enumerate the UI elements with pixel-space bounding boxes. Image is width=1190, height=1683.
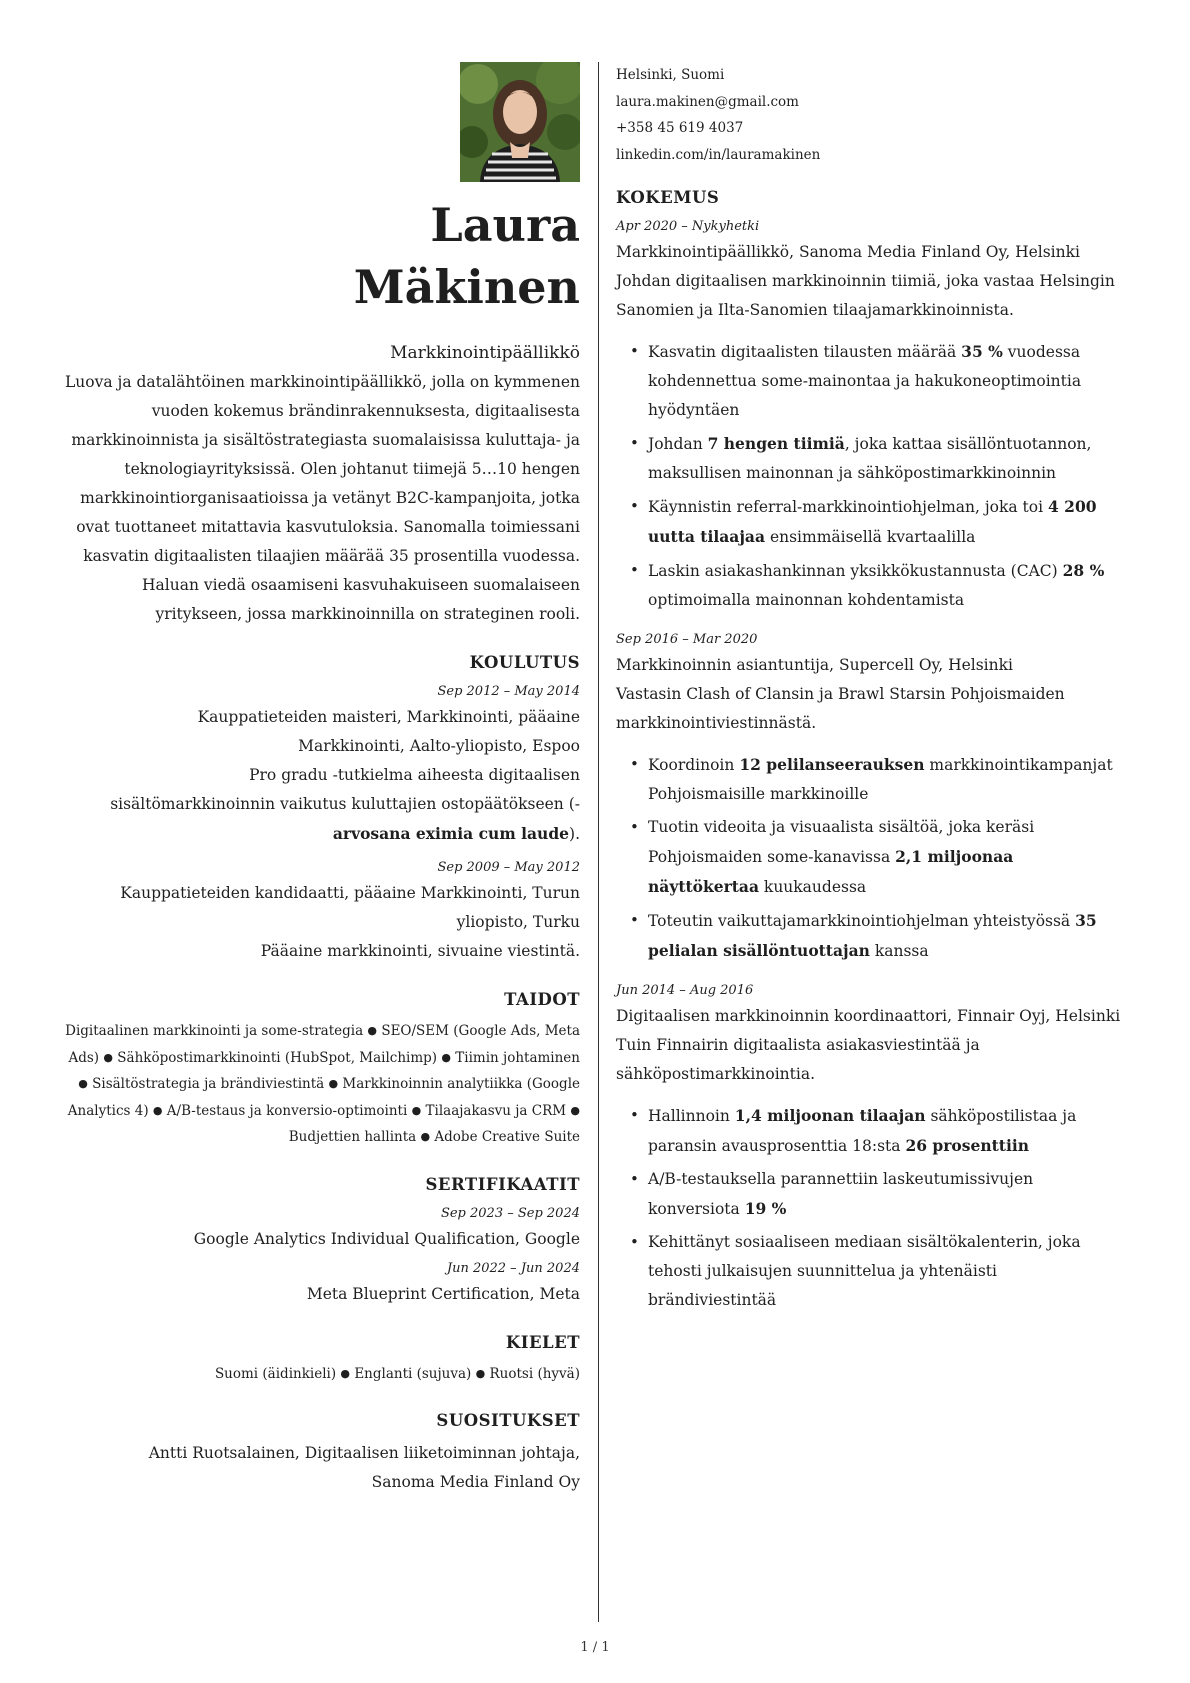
reference-line: Sanoma Media Finland Oy bbox=[371, 1473, 580, 1491]
right-column bbox=[616, 62, 1126, 1329]
education-school: yliopisto, Turku bbox=[456, 913, 580, 931]
achievement-text: Kasvatin digitaalisten tilausten määrää bbox=[648, 343, 962, 361]
page-number: 1 / 1 bbox=[580, 1640, 610, 1655]
achievement-text: Hallinnoin bbox=[648, 1107, 735, 1125]
education-date: Sep 2009 – May 2012 bbox=[437, 860, 580, 875]
achievement-text: kuukaudessa bbox=[759, 878, 867, 896]
education-heading: KOULUTUS bbox=[469, 653, 580, 672]
skill-item: Adobe Creative Suite bbox=[434, 1129, 580, 1145]
achievement-highlight: 35 % bbox=[961, 342, 1003, 361]
first-name: Laura bbox=[430, 198, 580, 252]
language-item: Ruotsi (hyvä) bbox=[489, 1365, 580, 1382]
bullet-separator-icon: ● bbox=[78, 1077, 88, 1090]
skill-item: Budjettien hallinta bbox=[288, 1129, 417, 1145]
achievement-item bbox=[616, 813, 1126, 902]
language-item: Suomi (äidinkieli) bbox=[214, 1365, 337, 1382]
achievement-text: , joka kattaa sisällöntuotannon, maksullisen mainonnan ja sähköpostimarkkinoinnin bbox=[648, 435, 1092, 482]
achievement-text: Kehittänyt sosiaaliseen mediaan sisältökalenterin, joka tehosti julkaisujen suunnittelua ja yhtenäisti brändiviestintää bbox=[648, 1233, 1081, 1309]
profile-photo-illustration bbox=[460, 62, 580, 182]
language-item: Englanti (sujuva) bbox=[354, 1365, 472, 1382]
achievement-text: sähköpostilistaa ja paransin avausprosenttia 18:sta bbox=[648, 1107, 1077, 1155]
bullet-separator-icon: ● bbox=[328, 1077, 339, 1090]
achievement-item bbox=[616, 1101, 1126, 1161]
education-grade: arvosana eximia cum laude bbox=[332, 824, 570, 843]
job-date: Apr 2020 – Nykyhetki bbox=[616, 219, 760, 234]
education-degree: Kauppatieteiden kandidaatti, pääaine Markkinointi, Turun bbox=[120, 884, 580, 902]
achievement-item bbox=[616, 906, 1126, 966]
certificate-name: Google Analytics Individual Qualification, Google bbox=[193, 1229, 580, 1248]
contact-phone[interactable]: +358 45 619 4037 bbox=[616, 120, 744, 136]
achievement-highlight: 26 prosenttiin bbox=[905, 1136, 1029, 1155]
bullet-separator-icon: ● bbox=[152, 1103, 163, 1117]
bullet-separator-icon: ● bbox=[103, 1050, 113, 1064]
last-name: Mäkinen bbox=[353, 260, 580, 314]
certificates-heading: SERTIFIKAATIT bbox=[425, 1174, 580, 1194]
achievement-text: Tuotin videoita ja visuaalista sisältöä, joka keräsi Pohjoismaiden some-kanavissa bbox=[648, 818, 1035, 866]
achievement-item bbox=[616, 1228, 1126, 1315]
achievement-highlight: 19 % bbox=[744, 1199, 787, 1218]
certificate-name: Meta Blueprint Certification, Meta bbox=[306, 1284, 580, 1303]
job-title: Markkinointipäällikkö bbox=[390, 343, 580, 363]
achievement-highlight: 28 % bbox=[1062, 561, 1105, 580]
skill-item: A/B-testaus ja konversio-optimointi bbox=[166, 1102, 408, 1119]
achievement-item bbox=[616, 337, 1126, 425]
achievement-item bbox=[616, 492, 1126, 552]
skill-item: Sähköpostimarkkinointi (HubSpot, Mailchimp) bbox=[117, 1049, 438, 1066]
job-description: Johdan digitaalisen markkinoinnin tiimiä, joka vastaa Helsingin Sanomien ja Ilta-Sanomien tilaajamarkkinoinnista. bbox=[616, 272, 1115, 319]
education-entry bbox=[60, 681, 580, 849]
skill-item: Digitaalinen markkinointi ja some-strategia bbox=[65, 1023, 364, 1039]
achievement-item bbox=[616, 750, 1126, 809]
education-entry bbox=[60, 857, 580, 966]
job-role: Digitaalisen markkinoinnin koordinaattori, Finnair Oyj, Helsinki bbox=[616, 1007, 1121, 1025]
certificate-date: Jun 2022 – Jun 2024 bbox=[446, 1260, 580, 1276]
achievement-text: Toteutin vaikuttajamarkkinointiohjelman yhteistyössä bbox=[648, 912, 1076, 930]
education-note-end: ). bbox=[569, 825, 580, 843]
bullet-separator-icon: ● bbox=[441, 1050, 451, 1064]
skill-item: Tiimin johtaminen bbox=[455, 1049, 580, 1066]
contact-email[interactable]: laura.makinen@gmail.com bbox=[616, 93, 799, 110]
achievement-text: markkinointikampanjat Pohjoismaisille markkinoille bbox=[648, 756, 1113, 803]
job-entry bbox=[616, 629, 1126, 966]
skills-heading: TAIDOT bbox=[504, 990, 580, 1009]
skill-item: SEO/SEM (Google Ads, Meta Ads) bbox=[68, 1023, 580, 1066]
job-entry bbox=[616, 216, 1126, 615]
education-note: sisältömarkkinoinnin vaikutus kuluttajien ostopäätökseen (- bbox=[110, 795, 580, 813]
achievement-item bbox=[616, 429, 1126, 488]
education-note: Pro gradu -tutkielma aiheesta digitaalisen bbox=[249, 766, 580, 784]
languages-list bbox=[60, 1361, 580, 1388]
certificate-date: Sep 2023 – Sep 2024 bbox=[440, 1205, 580, 1221]
profile-summary: Luova ja datalähtöinen markkinointipäällikkö, jolla on kymmenen vuoden kokemus brändinrakennuksesta, digitaalisesta markkinoinnista ja sisältöstrategiasta suomalaisissa kuluttaja- ja teknologiayrityksissä. Olen johtanut tiimejä 5…10 hengen markkinointiorganisaatioissa ja vetänyt B2C-kampanjoita, jotka ovat tuottaneet mitattavia kasvutuloksia. Sanomalla toimiessani kasvatin digitaalisten tilaajien määrää 35 prosentilla vuodessa. Haluan viedä osaamiseni kasvuhakuiseen suomalaiseen yritykseen, jossa markkinoinnilla on strateginen rooli. bbox=[65, 373, 580, 623]
bullet-separator-icon: ● bbox=[367, 1024, 378, 1037]
job-role: Markkinointipäällikkö, Sanoma Media Finland Oy, Helsinki bbox=[616, 243, 1080, 261]
job-achievements bbox=[616, 750, 1126, 966]
skill-item: Sisältöstrategia ja brändiviestintä bbox=[92, 1076, 325, 1092]
profile-photo bbox=[460, 62, 580, 182]
achievement-highlight: 4 200 uutta tilaajaa bbox=[648, 497, 1097, 546]
achievement-text: A/B-testauksella parannettiin laskeutumissivujen konversiota bbox=[648, 1170, 1034, 1218]
skills-list bbox=[60, 1018, 580, 1151]
reference-line: Antti Ruotsalainen, Digitaalisen liiketoiminnan johtaja, bbox=[148, 1444, 580, 1462]
job-role: Markkinoinnin asiantuntija, Supercell Oy, Helsinki bbox=[616, 656, 1013, 674]
achievement-text: vuodessa kohdennettua some-mainontaa ja hakukoneoptimointia hyödyntäen bbox=[648, 343, 1082, 419]
achievement-item bbox=[616, 1165, 1126, 1224]
achievement-text: Laskin asiakashankinnan yksikkökustannusta (CAC) bbox=[648, 562, 1063, 580]
achievement-highlight: 7 hengen tiimiä bbox=[707, 434, 845, 453]
achievement-highlight: 35 pelialan sisällöntuottajan bbox=[648, 911, 1097, 960]
contact-linkedin[interactable]: linkedin.com/in/lauramakinen bbox=[616, 146, 821, 163]
skill-item: Tilaajakasvu ja CRM bbox=[425, 1102, 567, 1119]
job-entry bbox=[616, 980, 1126, 1315]
bullet-separator-icon: ● bbox=[411, 1103, 422, 1117]
achievement-text: ensimmäisellä kvartaalilla bbox=[765, 528, 976, 546]
certificate-entry bbox=[60, 1203, 580, 1254]
achievement-text: optimoimalla mainonnan kohdentamista bbox=[648, 591, 965, 609]
certificate-entry bbox=[60, 1258, 580, 1309]
job-description: Vastasin Clash of Clansin ja Brawl Starsin Pohjoismaiden markkinointiviestinnästä. bbox=[616, 685, 1065, 732]
achievement-text: Koordinoin bbox=[648, 756, 740, 774]
education-date: Sep 2012 – May 2014 bbox=[437, 684, 580, 699]
achievement-highlight: 2,1 miljoonaa näyttökertaa bbox=[648, 847, 1014, 896]
column-divider bbox=[598, 62, 599, 1622]
job-achievements bbox=[616, 337, 1126, 615]
job-achievements bbox=[616, 1101, 1126, 1315]
bullet-separator-icon: ● bbox=[420, 1130, 431, 1143]
achievement-text: Käynnistin referral-markkinointiohjelman, joka toi bbox=[648, 498, 1048, 516]
education-note bbox=[60, 819, 580, 849]
job-date: Sep 2016 – Mar 2020 bbox=[616, 632, 758, 647]
bullet-separator-icon: ● bbox=[570, 1103, 580, 1117]
education-school: Markkinointi, Aalto-yliopisto, Espoo bbox=[298, 737, 580, 755]
left-column bbox=[60, 62, 580, 1497]
achievement-text: Johdan bbox=[648, 435, 708, 453]
bullet-separator-icon: ● bbox=[340, 1366, 351, 1380]
languages-heading: KIELET bbox=[505, 1332, 580, 1352]
skill-item: Markkinoinnin analytiikka (Google Analytics 4) bbox=[67, 1076, 580, 1119]
job-date: Jun 2014 – Aug 2016 bbox=[616, 983, 754, 998]
contact-location: Helsinki, Suomi bbox=[616, 67, 725, 83]
achievement-highlight: 12 pelilanseerauksen bbox=[739, 755, 925, 774]
experience-heading: KOKEMUS bbox=[616, 188, 720, 207]
education-degree: Kauppatieteiden maisteri, Markkinointi, pääaine bbox=[197, 708, 580, 726]
education-note: Pääaine markkinointi, sivuaine viestintä. bbox=[260, 942, 580, 960]
references-heading: SUOSITUKSET bbox=[436, 1411, 580, 1430]
achievement-highlight: 1,4 miljoonan tilaajan bbox=[734, 1106, 926, 1125]
achievement-item bbox=[616, 556, 1126, 615]
achievement-text: kanssa bbox=[869, 942, 929, 960]
bullet-separator-icon: ● bbox=[475, 1366, 486, 1380]
job-description: Tuin Finnairin digitaalista asiakasviestintää ja sähköpostimarkkinointia. bbox=[616, 1036, 980, 1083]
